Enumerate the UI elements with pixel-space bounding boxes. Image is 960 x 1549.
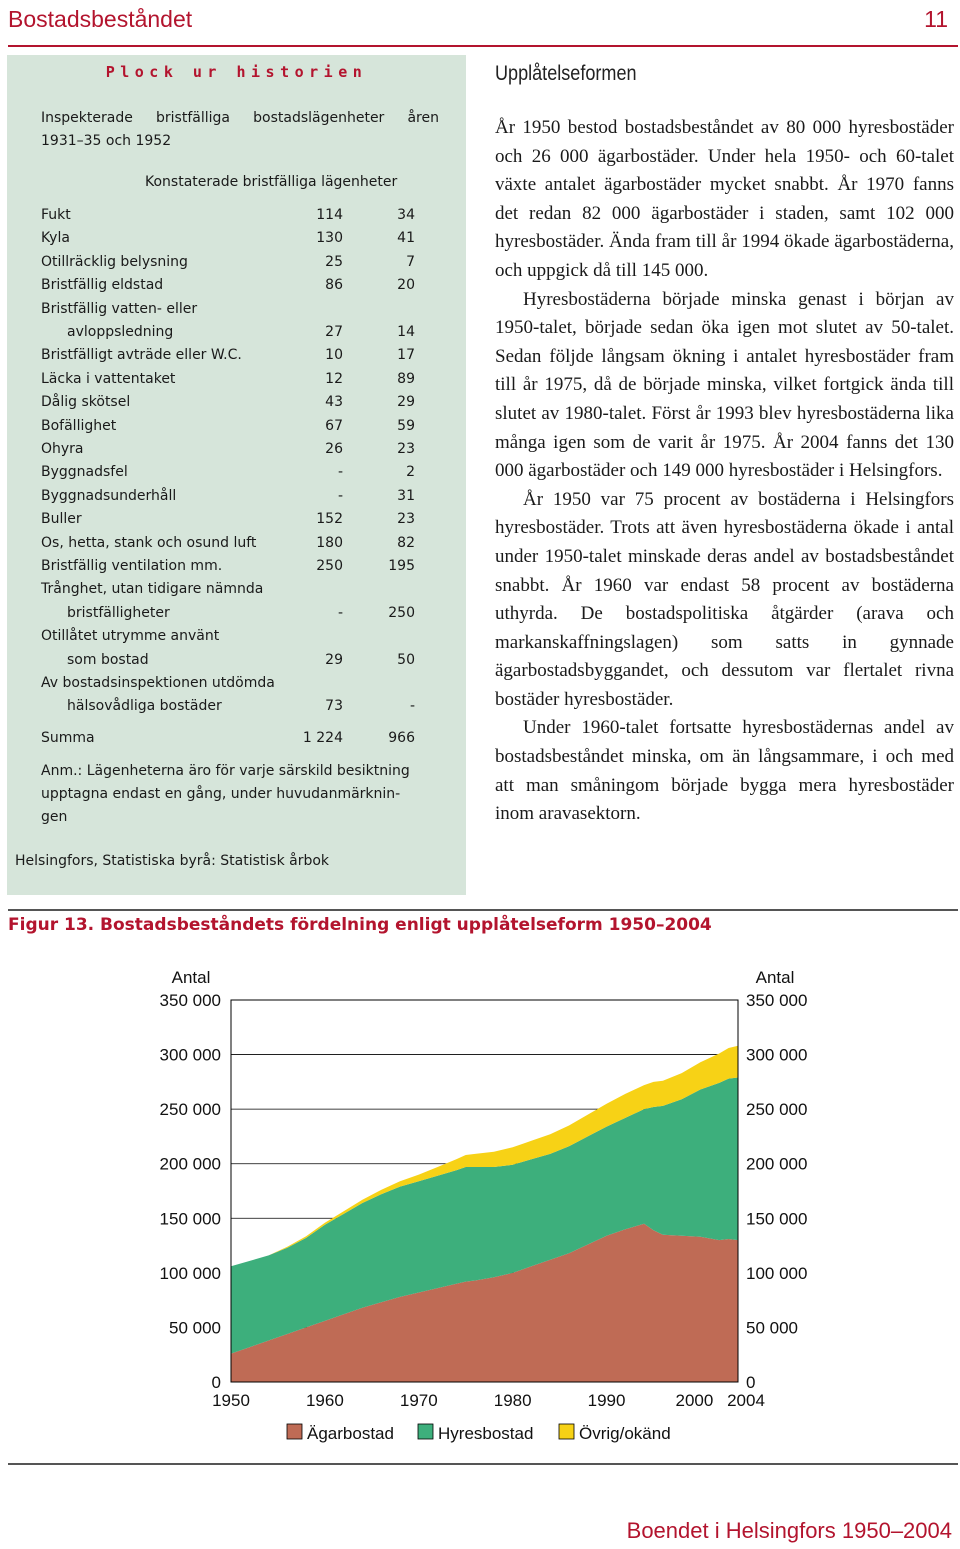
history-row-value-1931-35: 26: [325, 441, 343, 457]
history-row-value-1931-35: 27: [325, 324, 343, 340]
history-table-row: [41, 485, 421, 508]
history-row-label: Trånghet, utan tidigare nämnda: [41, 581, 264, 598]
history-row-value-1931-35: 12: [325, 370, 343, 387]
history-box-title: Plock ur historien: [105, 63, 368, 81]
history-intro-line2: 1931–35 och 1952: [41, 133, 172, 149]
history-table-row: [41, 438, 421, 461]
history-row-label: Byggnadsfel: [41, 464, 128, 481]
history-note: [41, 760, 441, 829]
article-body: [495, 114, 954, 829]
y-tick-label-right: 150 000: [746, 1209, 808, 1229]
history-table-row: [41, 251, 421, 274]
history-row-label: avloppsledning: [67, 324, 174, 340]
figure-bottom-rule: [8, 1463, 958, 1465]
history-table-row: [41, 532, 421, 555]
history-row-value-1952: 50: [397, 651, 415, 668]
history-note-line1: Anm.: Lägenheterna äro för varje särskild besiktning: [41, 763, 410, 779]
history-row-value-1931-35: 180: [316, 534, 343, 551]
legend-agarbostad-label: Ägarbostad: [307, 1424, 394, 1443]
history-row-value-1952: 20: [397, 277, 415, 294]
article-paragraph-2: Hyresbostäderna började minska genast i början av 1950-talet, började sedan öka igen mot slutet av 50-talet. Sedan följde långsam ökning i antalet hyresbostäder fram till år 1975, då de började minska, vilket fortgick ända till slutet av 1980-talet. Först år 1993 blev hyresbostäderna lika många igen som de varit år 1975. År 2004 fanns det 130 000 ägarbostäder och 149 000 hyresbostäder i Helsingfors.: [495, 288, 954, 482]
history-row-label: bristfälligheter: [67, 604, 170, 621]
history-row-value-1931-35: -: [337, 604, 343, 621]
x-tick-label: 2004: [727, 1391, 765, 1410]
history-row-value-1931-35: 67: [325, 417, 343, 434]
history-column-header: Konstaterade bristfälliga lägenheter: [145, 174, 398, 190]
history-row-value-1952: 34: [397, 207, 415, 223]
history-table-row: [41, 227, 421, 250]
y-tick-label-left: 100 000: [159, 1263, 221, 1283]
legend-ovrig-okand-swatch: [559, 1424, 574, 1439]
legend-ovrig-okand-label: Övrig/okänd: [579, 1424, 671, 1443]
history-row-label: Ohyra: [41, 441, 84, 457]
history-table-row: [41, 649, 421, 672]
x-tick-label: 1980: [493, 1391, 532, 1410]
tenure-area-chart: [0, 950, 960, 1460]
history-row-label: som bostad: [67, 651, 149, 668]
history-row-value-1931-35: 73: [325, 698, 343, 715]
history-total-row: [41, 727, 421, 750]
x-tick-label: 1990: [587, 1391, 626, 1410]
history-row-label: Buller: [41, 511, 82, 528]
history-row-value-1952: 23: [397, 511, 415, 528]
history-total-label: Summa: [41, 730, 95, 746]
history-table-row: [41, 391, 421, 414]
y-tick-label-right: 50 000: [746, 1318, 798, 1338]
history-row-label: Bristfälligt avträde eller W.C.: [41, 347, 242, 364]
history-row-label: Os, hetta, stank och osund luft: [41, 534, 257, 551]
history-sidebar-box: [7, 55, 466, 895]
history-row-label: Dålig skötsel: [41, 394, 131, 411]
x-tick-label: 1950: [212, 1391, 250, 1410]
history-table-row: [41, 461, 421, 484]
history-row-value-1952: 14: [397, 324, 415, 340]
page-footer: Boendet i Helsingfors 1950–2004: [626, 1518, 952, 1543]
history-row-value-1931-35: 29: [325, 651, 343, 668]
history-row-value-1931-35: 152: [316, 511, 343, 528]
x-tick-label: 1960: [305, 1391, 344, 1410]
history-row-value-1952: -: [409, 698, 415, 715]
y-tick-label-right: 0: [746, 1373, 756, 1392]
history-table-row: [41, 204, 421, 227]
history-table-row: [41, 368, 421, 391]
legend-hyresbostad-label: Hyresbostad: [438, 1424, 534, 1443]
y-tick-label-right: 350 000: [746, 991, 808, 1010]
history-row-label: Otillräcklig belysning: [41, 253, 188, 270]
y-tick-label-left: 200 000: [159, 1154, 221, 1174]
legend-agarbostad-swatch: [287, 1424, 302, 1439]
y-tick-label-left: 150 000: [159, 1209, 221, 1229]
history-row-value-1952: 31: [397, 487, 415, 504]
article-paragraph-1: År 1950 bestod bostadsbeståndet av 80 000 hyresbostäder och 26 000 ägarbostäder. Under hela 1950- och 60-talet växte antalet ägarbostäder mycket snabbt. År 1970 fanns det redan 82 000 ägarbostäder i staden, samt 102 000 hyresbostäder. Ända fram till år 1994 ökade ägarbostäderna, och uppgick då till 145 000.: [495, 117, 954, 281]
history-row-label: Bristfällig vatten- eller: [41, 300, 198, 317]
history-intro-line1: Inspekterade bristfälliga bostadslägenheter åren: [41, 110, 439, 126]
history-table-row: [41, 508, 421, 531]
history-table-row: [41, 602, 421, 625]
y-tick-label-right: 250 000: [746, 1100, 808, 1120]
history-row-value-1931-35: 86: [325, 277, 343, 294]
history-note-line2: upptagna endast en gång, under huvudanmärknin-: [41, 786, 401, 802]
history-row-label: Kyla: [41, 230, 70, 247]
history-row-value-1931-35: 250: [316, 558, 343, 574]
history-source: Helsingfors, Statistiska byrå: Statistisk årbok: [15, 853, 330, 869]
page-number: 11: [924, 6, 948, 32]
history-table-row: [41, 555, 421, 578]
history-total-1931-35: 1 224: [302, 730, 343, 746]
history-row-label: Läcka i vattentaket: [41, 370, 176, 387]
article-paragraph-4: Under 1960-talet fortsatte hyresbostädernas andel av bostadsbeståndet minska, om än långsammare, i och med att man småningom började bygga mera hyresbostäder inom aravasektorn.: [495, 717, 954, 825]
y-axis-title-right: Antal: [755, 968, 795, 987]
y-tick-label-right: 200 000: [746, 1154, 808, 1174]
y-tick-label-right: 300 000: [746, 1045, 808, 1065]
x-tick-label: 1970: [399, 1391, 438, 1410]
y-tick-label-left: 250 000: [159, 1100, 221, 1120]
history-row-value-1931-35: -: [337, 464, 343, 481]
history-row-value-1952: 23: [397, 441, 415, 457]
history-row-value-1952: 250: [388, 604, 415, 621]
history-row-value-1952: 195: [388, 558, 415, 574]
y-tick-label-left: 50 000: [169, 1318, 221, 1338]
history-intro: [41, 107, 439, 153]
history-table-row: [41, 321, 421, 344]
history-row-value-1952: 89: [397, 370, 415, 387]
history-row-value-1952: 7: [406, 253, 415, 270]
history-row-value-1952: 59: [397, 417, 415, 434]
article-heading: Upplåtelseformen: [495, 62, 637, 85]
history-row-value-1952: 29: [397, 394, 415, 411]
history-row-value-1931-35: 130: [316, 230, 343, 247]
history-table-row: [41, 625, 421, 648]
history-row-value-1952: 41: [397, 230, 415, 247]
history-table-row: [41, 695, 421, 718]
y-tick-label-left: 0: [211, 1373, 221, 1392]
header-rule: [8, 45, 958, 47]
history-row-value-1931-35: 114: [316, 207, 343, 223]
y-axis-title-left: Antal: [171, 968, 211, 987]
history-table-row: [41, 672, 421, 695]
history-row-label: hälsovådliga bostäder: [67, 698, 222, 715]
history-note-line3: gen: [41, 809, 68, 825]
y-tick-label-left: 300 000: [159, 1045, 221, 1065]
history-table-row: [41, 578, 421, 601]
figure-caption: Figur 13. Bostadsbeståndets fördelning enligt upplåtelseform 1950–2004: [8, 915, 712, 935]
running-header-title: Bostadsbeståndet: [8, 6, 193, 32]
history-row-label: Otillåtet utrymme använt: [41, 628, 220, 645]
history-row-label: Bristfällig eldstad: [41, 277, 164, 294]
y-tick-label-right: 100 000: [746, 1263, 808, 1283]
history-table-row: [41, 298, 421, 321]
history-row-label: Av bostadsinspektionen utdömda: [41, 675, 275, 691]
history-row-value-1931-35: 25: [325, 253, 343, 270]
history-row-value-1952: 82: [397, 534, 415, 551]
x-tick-label: 2000: [675, 1391, 714, 1410]
history-row-value-1931-35: 43: [325, 394, 343, 411]
history-row-value-1952: 17: [397, 347, 415, 364]
history-row-value-1952: 2: [406, 464, 415, 481]
history-row-label: Fukt: [41, 207, 71, 223]
history-table-row: [41, 274, 421, 297]
legend-hyresbostad-swatch: [418, 1424, 433, 1439]
figure-top-rule: [8, 909, 958, 911]
article-paragraph-3: År 1950 var 75 procent av bostäderna i Helsingfors hyresbostäder. Trots att även hyresbostäderna ökade i antal under 1950-talet minskade deras andel av bostadsbeståndet snabbt. År 1960 var endast 58 procent av bostäderna uthyrda. De bostadspolitiska åtgärder (arava och markanskaffningslagen) som satts in gynnade ägarbostadsbyggandet, och dessutom var flertalet rivna bostäder hyresbostäder.: [495, 488, 954, 710]
history-row-label: Byggnadsunderhåll: [41, 487, 177, 504]
history-table-row: [41, 344, 421, 367]
history-total-1952: 966: [388, 730, 415, 746]
history-row-label: Bristfällig ventilation mm.: [41, 558, 223, 574]
history-row-value-1931-35: -: [337, 487, 343, 504]
history-table-row: [41, 415, 421, 438]
history-row-label: Bofällighet: [41, 417, 117, 434]
history-row-value-1931-35: 10: [325, 347, 343, 364]
y-tick-label-left: 350 000: [159, 991, 221, 1010]
